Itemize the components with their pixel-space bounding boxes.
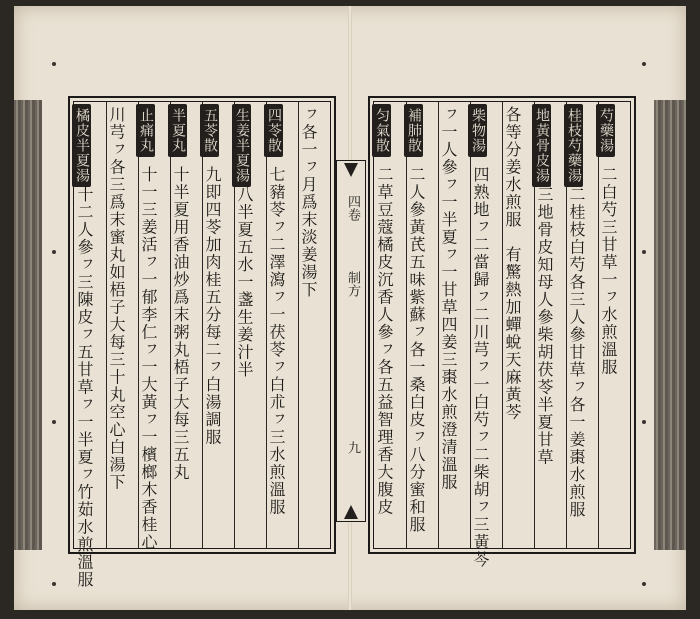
fishtail-bottom-marker xyxy=(344,505,358,519)
recipe-line: 九即四苓加肉桂五分每二ㇷ白湯調服 xyxy=(203,166,222,446)
recipe-line: ㇷ一人參ㇷ一半夏ㇷ一甘草四姜三棗水煎澄清溫服 xyxy=(439,106,458,491)
recipe-line: 十二人參ㇷ三陳皮ㇷ五甘草ㇷ一半夏ㇷ竹茹水煎溫服 xyxy=(75,186,94,589)
recipe-line: 各等分姜水煎服 有驚熱加蟬蛻天麻黃芩 xyxy=(503,106,522,421)
recipe-line: 七豬苓ㇷ二澤瀉ㇷ一茯苓ㇷ白朮ㇷ三水煎溫服 xyxy=(267,166,286,516)
binding-hole xyxy=(52,420,56,424)
recipe-line: 二草豆蔻橘皮沉香人參ㇷ各五益智理香大腹皮 xyxy=(375,166,394,516)
binding-hole xyxy=(642,250,646,254)
binding-hole xyxy=(52,62,56,66)
recipe-line: 川芎ㇷ各三爲末蜜丸如梧子大每三十丸空心白湯下 xyxy=(107,106,126,491)
binding-hole xyxy=(642,62,646,66)
binding-hole xyxy=(642,582,646,586)
binding-hole xyxy=(52,250,56,254)
recipe-title: 地黃骨皮湯 xyxy=(532,104,551,187)
recipe-title: 止痛丸 xyxy=(136,104,155,157)
left-page-bleed xyxy=(14,100,42,550)
recipe-title: 補肺散 xyxy=(404,104,423,157)
recipe-line: 二桂枝白芍各三人參甘草ㇷ各一姜棗水煎服 xyxy=(567,186,586,519)
recipe-line: 四熟地ㇷ二當歸ㇷ二川芎ㇷ一白芍ㇷ二柴胡ㇷ三黃芩 xyxy=(471,166,490,569)
recipe-line: 十半夏用香油炒爲末粥丸梧子大每三五丸 xyxy=(171,166,190,481)
recipe-title: 桂枝芍藥湯 xyxy=(564,104,583,187)
binding-hole xyxy=(52,582,56,586)
recipe-line: 八半夏五水一盞生姜汁半 xyxy=(235,186,254,379)
volume-label: 四卷 xyxy=(345,195,360,221)
recipe-title: 芍藥湯 xyxy=(596,104,615,157)
recipe-title: 柴物湯 xyxy=(468,104,487,157)
binding-hole xyxy=(642,420,646,424)
page-number: 九 xyxy=(345,441,360,454)
recipe-title: 半夏丸 xyxy=(168,104,187,157)
recipe-line: 三地骨皮知母人參柴胡茯苓半夏甘草 xyxy=(535,186,554,466)
recipe-title: 五苓散 xyxy=(200,104,219,157)
section-label: 制方 xyxy=(345,271,360,297)
recipe-title: 生姜半夏湯 xyxy=(232,104,251,187)
recipe-title: 匀氣散 xyxy=(372,104,391,157)
right-page-bleed xyxy=(654,100,686,550)
recipe-line: ㇷ各一ㇷ月爲末淡姜湯下 xyxy=(299,106,318,299)
recipe-line: 二人參黃芪五味紫蘇ㇷ各一桑白皮ㇷ八分蜜和服 xyxy=(407,166,426,534)
page-center-label xyxy=(336,160,366,522)
recipe-title: 四苓散 xyxy=(264,104,283,157)
recipe-title: 橘皮半夏湯 xyxy=(72,104,91,187)
fishtail-top-marker xyxy=(344,163,358,177)
recipe-line: 十一三姜活ㇷ一郁李仁ㇷ一大黃ㇷ一檳榔木香桂心 xyxy=(139,166,158,551)
recipe-line: 二白芍三甘草一ㇷ水煎溫服 xyxy=(599,166,618,376)
